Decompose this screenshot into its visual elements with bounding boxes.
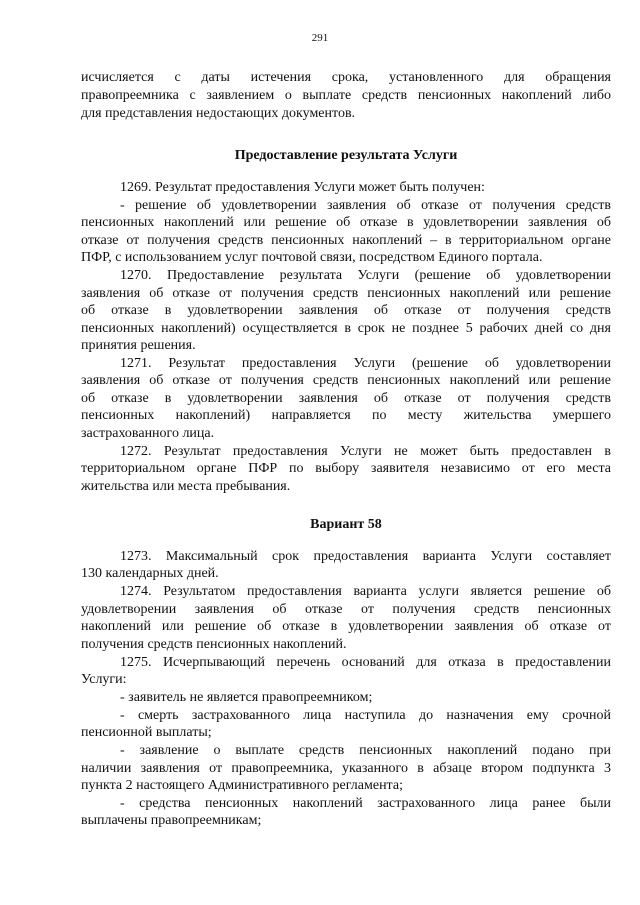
- text-line: исчисляется с даты истечения срока, установленного для обращения: [81, 70, 611, 85]
- text-line: пенсионных накоплений или решение об отказе в удовлетворении заявления об: [81, 215, 611, 230]
- section-heading: Вариант 58: [310, 517, 382, 532]
- text-line: заявления об отказе от получения средств пенсионных накоплений или решение: [81, 286, 611, 301]
- section-heading: Предоставление результата Услуги: [234, 148, 458, 163]
- text-line: заявления об отказе от получения средств пенсионных накоплений или решение: [81, 373, 611, 388]
- text-line: пункта 2 настоящего Административного регламента;: [81, 778, 403, 793]
- text-line: пенсионных накоплений) осуществляется в срок не позднее 5 рабочих дней со дня: [81, 321, 611, 336]
- text-line: принятия решения.: [81, 338, 196, 353]
- text-line: наличии заявления от правопреемника, указанного в абзаце втором подпункта 3: [81, 761, 611, 776]
- text-line: 1274. Результатом предоставления варианта услуги является решение об: [120, 584, 611, 599]
- text-line: пенсионных накоплений) направляется по месту жительства умершего: [81, 408, 611, 423]
- text-line: 1270. Предоставление результата Услуги (решение об удовлетворении: [120, 268, 611, 283]
- text-line: выплачены правопреемникам;: [81, 813, 262, 828]
- text-line: Услуги:: [81, 672, 127, 687]
- list-item: - заявление о выплате средств пенсионных накоплений подано при: [120, 743, 611, 758]
- text-line: застрахованного лица.: [81, 426, 215, 441]
- text-line: - решение об удовлетворении заявления об отказе от получения средств: [120, 198, 611, 213]
- list-item: - смерть застрахованного лица наступила до назначения ему срочной: [120, 708, 611, 723]
- list-item: - средства пенсионных накоплений застрахованного лица ранее были: [120, 796, 611, 811]
- list-item: - заявитель не является правопреемником;: [120, 690, 373, 705]
- text-line: территориальном органе ПФР по выбору заявителя независимо от его места: [81, 461, 611, 476]
- text-line: 1272. Результат предоставления Услуги не может быть предоставлен в: [120, 444, 611, 459]
- text-line: удовлетворении заявления об отказе от получения средств пенсионных: [81, 602, 611, 617]
- text-line: правопреемника с заявлением о выплате средств пенсионных накоплений либо: [81, 88, 611, 103]
- text-line: об отказе в удовлетворении заявления об отказе от получения средств: [81, 391, 611, 406]
- text-line: 1271. Результат предоставления Услуги (решение об удовлетворении: [120, 356, 611, 371]
- text-line: 1273. Максимальный срок предоставления варианта Услуги составляет: [120, 549, 611, 564]
- text-line: пенсионной выплаты;: [81, 725, 212, 740]
- text-line: жительства или места пребывания.: [81, 479, 291, 494]
- text-line: для представления недостающих документов.: [81, 106, 356, 121]
- text-line: 1269. Результат предоставления Услуги может быть получен:: [120, 180, 485, 195]
- text-line: ПФР, с использованием услуг почтовой связи, посредством Единого портала.: [81, 250, 543, 265]
- text-line: отказе от получения средств пенсионных накоплений – в территориальном органе: [81, 233, 611, 248]
- text-line: получения средств пенсионных накоплений.: [81, 637, 347, 652]
- text-line: накоплений или решение об отказе в удовлетворении заявления об отказе от: [81, 619, 611, 634]
- text-line: 130 календарных дней.: [81, 566, 219, 581]
- text-line: 1275. Исчерпывающий перечень оснований для отказа в предоставлении: [120, 655, 611, 670]
- page-number: 291: [311, 32, 329, 44]
- text-line: об отказе в удовлетворении заявления об отказе от получения средств: [81, 303, 611, 318]
